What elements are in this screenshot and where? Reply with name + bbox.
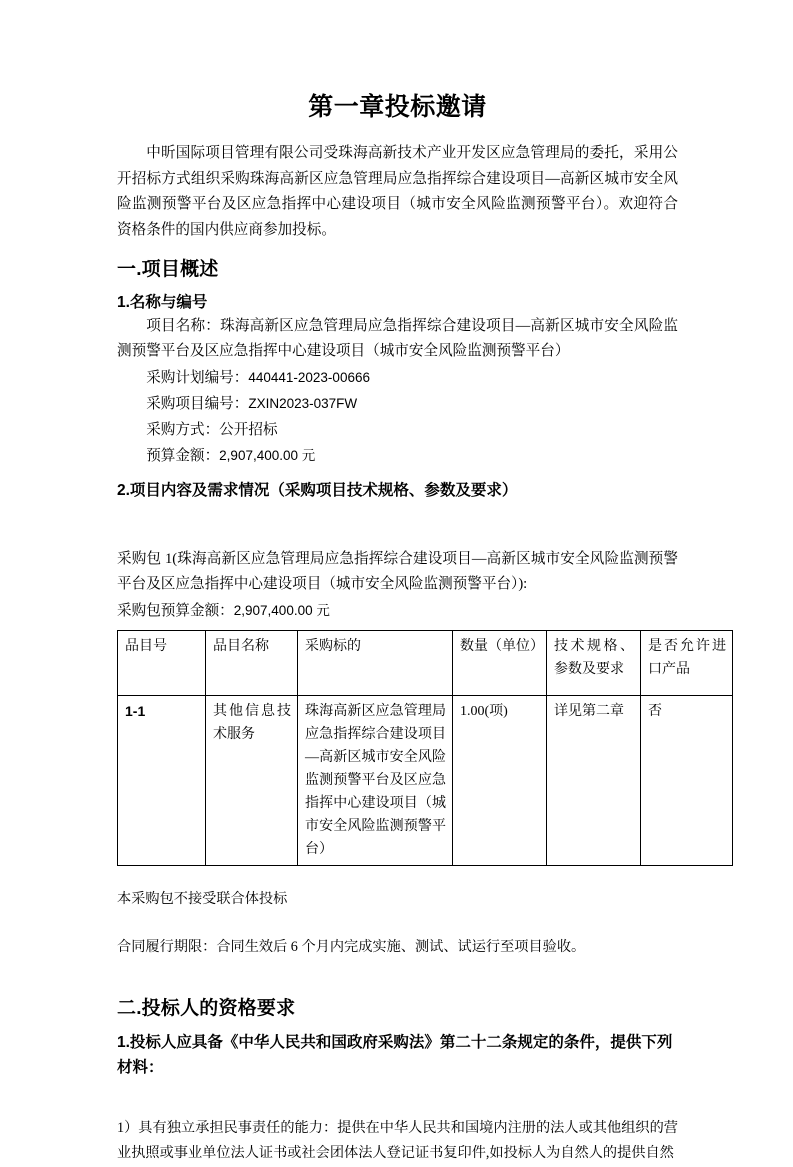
project-number-row [117,391,678,418]
budget-amount-label: 预算金额： [146,448,220,465]
package-budget-row [117,598,678,625]
table-header-row [118,631,733,696]
procurement-method-label: 采购方式： [146,421,220,438]
package-budget-label: 采购包预算金额： [117,602,234,619]
package-block [117,547,678,625]
subsection-content-requirements-heading: 2.项目内容及需求情况（采购项目技术规格、参数及要求） [117,481,518,499]
subsection-name-and-number-heading: 1.名称与编号 [117,293,208,311]
procurement-items-table [117,630,733,866]
header-import-allowed: 是否允许进口产品 [641,631,733,696]
document-title: 第一章投标邀请 [308,94,487,121]
procurement-method-row [117,418,678,444]
qualification-item-1: 1）具有独立承担民事责任的能力：提供在中华人民共和国境内注册的法人或其他组织的营业执照或事业单位法人证书或社会团体法人登记证书复印件,如投标人为自然人的提供自然 [117,1119,678,1162]
header-item-no: 品目号 [118,631,206,696]
plan-number-value: 440441-2023-00666 [248,369,370,385]
table-row [118,696,733,866]
header-spec: 技术规格、参数及要求 [547,631,641,696]
plan-number-row [117,365,678,392]
project-name-label: 项目名称： [146,317,221,334]
page-content [117,0,726,1167]
project-name-row [117,314,678,365]
package-title: 采购包 1(珠海高新区应急管理局应急指挥综合建设项目—高新区城市安全风险监测预警平台及区应急指挥中心建设项目（城市安全风险监测预警平台）): [117,550,678,593]
note-no-consortium: 本采购包不接受联合体投标 [117,891,288,908]
budget-amount-value: 2,907,400.00 元 [219,448,316,464]
project-name-value: 珠海高新区应急管理局应急指挥综合建设项目—高新区城市安全风险监测预警平台及区应急指挥中心建设项目（城市安全风险监测预警平台） [117,317,678,360]
cell-quantity: 1.00(项) [453,696,547,866]
cell-spec: 详见第二章 [547,696,641,866]
procurement-method-value: 公开招标 [219,421,278,438]
header-subject: 采购标的 [298,631,453,696]
header-quantity: 数量（单位） [453,631,547,696]
section-two-heading: 二.投标人的资格要求 [117,998,296,1020]
package-budget-value: 2,907,400.00 元 [233,602,330,618]
section-two-block [117,996,678,1167]
header-item-name: 品目名称 [206,631,298,696]
intro-paragraph: 中昕国际项目管理有限公司受珠海高新技术产业开发区应急管理局的委托，采用公开招标方式组织采购珠海高新区应急管理局应急指挥综合建设项目—高新区城市安全风险监测预警平台及区应急指挥中心建设项目（城市安全风险监测预警平台）。欢迎符合资格条件的国内供应商参加投标。 [117,145,678,238]
project-number-label: 采购项目编号： [146,396,249,413]
cell-item-name: 其他信息技术服务 [206,696,298,866]
plan-number-label: 采购计划编号： [146,369,249,386]
cell-item-no: 1-1 [118,696,206,866]
cell-subject: 珠海高新区应急管理局应急指挥综合建设项目—高新区城市安全风险监测预警平台及区应急指挥中心建设项目（城市安全风险监测预警平台） [298,696,453,866]
budget-amount-row [117,443,678,470]
cell-import-allowed: 否 [641,696,733,866]
project-number-value: ZXIN2023-037FW [248,396,358,412]
section-one-heading: 一.项目概述 [117,259,219,281]
qualification-requirements-heading: 1.投标人应具备《中华人民共和国政府采购法》第二十二条规定的条件，提供下列材料： [117,1033,673,1076]
note-contract-duration: 合同履行期限：合同生效后 6 个月内完成实施、测试、试运行至项目验收。 [117,939,586,956]
